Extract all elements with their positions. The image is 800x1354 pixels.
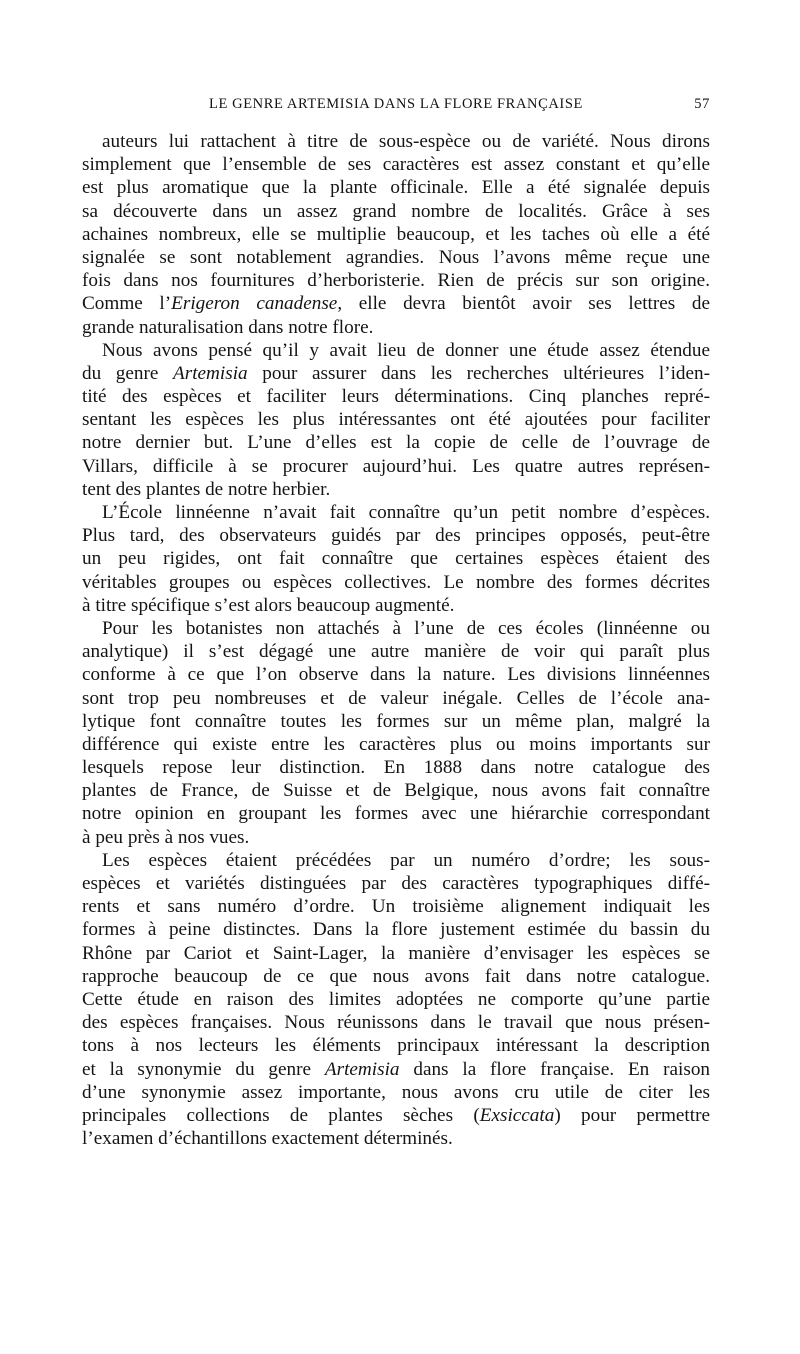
paragraph	[82, 339, 710, 501]
text-run: sont trop peu nombreuses et de valeur inégale. Celles de l’école ana-	[82, 687, 710, 709]
text-run: signalée se sont notablement agrandies. Nous l’avons même reçue une	[82, 246, 710, 268]
italic-term: Erigeron canadense	[171, 293, 338, 315]
text-line	[82, 223, 710, 246]
text-run: Pour les botanistes non attachés à l’une de ces écoles (linnéenne ou	[102, 617, 710, 639]
text-line	[82, 246, 710, 269]
text-line	[82, 200, 710, 223]
text-line	[82, 269, 710, 292]
text-run: Cette étude en raison des limites adoptées ne comporte qu’une partie	[82, 988, 710, 1010]
text-run: du genre	[82, 362, 174, 384]
text-line	[82, 431, 710, 454]
text-run: tons à nos lecteurs les éléments principaux intéressant la description	[82, 1035, 710, 1057]
text-line	[82, 988, 710, 1011]
text-line	[82, 1127, 710, 1150]
text-run: Plus tard, des observateurs guidés par des principes opposés, peut-être	[82, 525, 710, 547]
text-line	[82, 385, 710, 408]
text-line	[82, 478, 710, 501]
text-line	[82, 965, 710, 988]
text-line	[82, 872, 710, 895]
text-run: des espèces françaises. Nous réunissons dans le travail que nous présen-	[82, 1012, 710, 1034]
page-number: 57	[694, 96, 710, 112]
text-line	[82, 895, 710, 918]
italic-term: Artemisia	[173, 362, 248, 384]
text-run: ) pour permettre	[554, 1104, 710, 1126]
text-run: achaines nombreux, elle se multiplie beaucoup, et les taches où elle a été	[82, 223, 710, 245]
text-run: lesquels repose leur distinction. En 1888 dans notre catalogue des	[82, 757, 710, 779]
text-line	[82, 408, 710, 431]
text-line	[82, 292, 710, 315]
text-line	[82, 779, 710, 802]
text-line	[82, 802, 710, 825]
paragraph	[82, 130, 710, 339]
text-line	[82, 663, 710, 686]
text-run: Rhône par Cariot et Saint-Lager, la manière d’envisager les espèces se	[82, 942, 710, 964]
text-run: rapproche beaucoup de ce que nous avons fait dans notre catalogue.	[82, 965, 710, 987]
text-run: rents et sans numéro d’ordre. Un troisième alignement indiquait les	[82, 896, 710, 918]
text-line	[82, 316, 710, 339]
text-run: Villars, difficile à se procurer aujourd’hui. Les quatre autres représen-	[82, 455, 710, 477]
paragraph	[82, 501, 710, 617]
text-run: à titre spécifique s’est alors beaucoup augmenté.	[82, 594, 455, 616]
text-run: tité des espèces et faciliter leurs déterminations. Cinq planches repré-	[82, 386, 710, 408]
text-run: à peu près à nos vues.	[82, 826, 250, 848]
text-line	[82, 547, 710, 570]
text-line	[82, 942, 710, 965]
text-run: auteurs lui rattachent à titre de sous-espèce ou de variété. Nous dirons	[102, 131, 710, 152]
text-run: tent des plantes de notre herbier.	[82, 478, 331, 500]
running-header	[82, 96, 710, 120]
text-run: sa découverte dans un assez grand nombre de localités. Grâce à ses	[82, 200, 710, 222]
text-run: notre dernier but. L’une d’elles est la copie de celle de l’ouvrage de	[82, 432, 710, 454]
text-run: fois dans nos fournitures d’herboristerie. Rien de précis sur son origine.	[82, 270, 710, 292]
text-run: simplement que l’ensemble de ses caractères est assez constant et qu’elle	[82, 154, 710, 176]
text-run: différence qui existe entre les caractères plus ou moins importants sur	[82, 733, 710, 755]
text-line	[82, 826, 710, 849]
text-run: , elle devra bientôt avoir ses lettres de	[337, 293, 710, 315]
text-line	[82, 153, 710, 176]
text-line	[82, 501, 710, 524]
text-run: et la synonymie du genre	[82, 1058, 325, 1080]
text-run: espèces et variétés distinguées par des caractères typographiques diffé-	[82, 873, 710, 894]
paragraph	[82, 849, 710, 1150]
text-line	[82, 640, 710, 663]
text-run: l’examen d’échantillons exactement déterminés.	[82, 1128, 453, 1150]
text-line	[82, 362, 710, 385]
text-line	[82, 1081, 710, 1104]
text-line	[82, 687, 710, 710]
text-run: pour assurer dans les recherches ultérieures l’iden-	[247, 362, 710, 384]
text-line	[82, 455, 710, 478]
text-run: lytique font connaître toutes les formes sur un même plan, malgré la	[82, 710, 710, 732]
text-line	[82, 571, 710, 594]
text-run: grande naturalisation dans notre flore.	[82, 316, 374, 338]
text-line	[82, 130, 710, 153]
text-run: est plus aromatique que la plante officinale. Elle a été signalée depuis	[82, 177, 710, 199]
text-run: notre opinion en groupant les formes avec une hiérarchie correspondant	[82, 803, 710, 825]
text-run: Comme l’	[82, 293, 172, 315]
paragraph	[82, 617, 710, 849]
text-run: formes à peine distinctes. Dans la flore justement estimée du bassin du	[82, 919, 710, 941]
text-line	[82, 918, 710, 941]
text-line	[82, 1058, 710, 1081]
text-line	[82, 1034, 710, 1057]
text-run: L’École linnéenne n’avait fait connaître qu’un petit nombre d’espèces.	[102, 502, 710, 523]
text-line	[82, 524, 710, 547]
text-line	[82, 1011, 710, 1034]
text-run: Nous avons pensé qu’il y avait lieu de donner une étude assez étendue	[102, 339, 710, 361]
text-line	[82, 176, 710, 199]
text-line	[82, 339, 710, 362]
text-run: sentant les espèces les plus intéressantes ont été ajoutées pour faciliter	[82, 409, 710, 431]
italic-term: Exsiccata	[479, 1104, 555, 1126]
text-line	[82, 1104, 710, 1127]
text-run: conforme à ce que l’on observe dans la nature. Les divisions linnéennes	[82, 664, 710, 686]
text-run: plantes de France, de Suisse et de Belgique, nous avons fait connaître	[82, 780, 710, 802]
text-line	[82, 756, 710, 779]
text-line	[82, 594, 710, 617]
text-run: Les espèces étaient précédées par un numéro d’ordre; les sous-	[102, 849, 710, 871]
text-run: dans la flore française. En raison	[399, 1058, 710, 1080]
text-line	[82, 710, 710, 733]
text-line	[82, 733, 710, 756]
text-run: véritables groupes ou espèces collectives. Le nombre des formes décrites	[82, 571, 710, 593]
text-line	[82, 849, 710, 872]
text-run: un peu rigides, ont fait connaître que certaines espèces étaient des	[82, 548, 710, 570]
body-text	[82, 130, 710, 1150]
text-run: analytique) il s’est dégagé une autre manière de voir qui paraît plus	[82, 641, 710, 663]
italic-term: Artemisia	[324, 1058, 400, 1080]
text-run: principales collections de plantes sèches (	[82, 1104, 480, 1126]
running-title: LE GENRE ARTEMISIA DANS LA FLORE FRANÇAISE	[209, 96, 583, 112]
text-line	[82, 617, 710, 640]
text-run: d’une synonymie assez importante, nous avons cru utile de citer les	[82, 1081, 710, 1103]
